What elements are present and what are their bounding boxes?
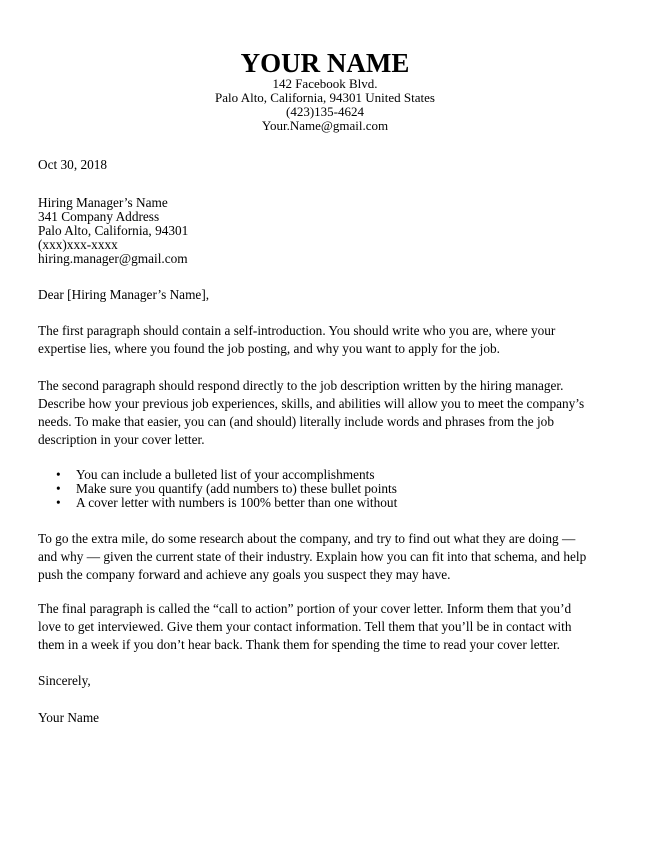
sender-contact	[0, 77, 650, 133]
signature: Your Name	[38, 710, 100, 725]
bullet-list	[56, 468, 397, 510]
text-line: expertise lies, where you found the job posting, and why you want to apply for the job.	[38, 341, 500, 356]
bullet-text: A cover letter with numbers is 100% better than one without	[76, 495, 398, 510]
text-line: The second paragraph should respond directly to the job description written by the hiring manager.	[38, 378, 564, 393]
recipient-address: 341 Company Address	[38, 209, 160, 224]
recipient-email: hiring.manager@gmail.com	[38, 251, 188, 266]
recipient-name: Hiring Manager’s Name	[38, 195, 168, 210]
text-line: them in a week if you don’t hear back. Thank them for spending the time to read your cover letter.	[38, 637, 560, 652]
sender-address: 142 Facebook Blvd.	[272, 76, 378, 91]
letter-date: Oct 30, 2018	[38, 157, 108, 172]
text-line: To go the extra mile, do some research about the company, and try to find out what they are doing —	[38, 531, 576, 546]
text-line: The final paragraph is called the “call to action” portion of your cover letter. Inform them that you’d	[38, 601, 572, 616]
paragraph-2	[38, 377, 584, 449]
paragraph-1	[38, 322, 555, 358]
text-line: description in your cover letter.	[38, 432, 205, 447]
bullet-text: Make sure you quantify (add numbers to) these bullet points	[76, 481, 397, 496]
paragraph-4	[38, 600, 572, 654]
bullet-icon: •	[56, 481, 61, 496]
recipient-phone: (xxx)xxx-xxxx	[38, 237, 118, 252]
bullet-text: You can include a bulleted list of your accomplishments	[76, 467, 375, 482]
bullet-icon: •	[56, 467, 61, 482]
text-line: love to get interviewed. Give them your contact information. Tell them that you’ll be in contact with	[38, 619, 572, 634]
sender-name: YOUR NAME	[240, 48, 410, 78]
closing: Sincerely,	[38, 673, 91, 688]
text-line: and why — given the current state of their industry. Explain how you can fit into that schema, and help	[38, 549, 587, 564]
bullet-icon: •	[56, 495, 61, 510]
salutation: Dear [Hiring Manager’s Name],	[38, 287, 210, 302]
text-line: needs. To make that easier, you can (and should) literally include words and phrases from the job	[38, 414, 554, 429]
recipient-city: Palo Alto, California, 94301	[38, 223, 189, 238]
text-line: push the company forward and achieve any goals you suspect they may have.	[38, 567, 451, 582]
recipient-block	[38, 196, 188, 266]
list-item	[56, 468, 397, 482]
text-line: The first paragraph should contain a self-introduction. You should write who you are, where your	[38, 323, 556, 338]
text-line: Describe how your previous job experiences, skills, and abilities will allow you to meet the company’s	[38, 396, 585, 411]
paragraph-3	[38, 530, 586, 584]
list-item	[56, 482, 397, 496]
sender-city: Palo Alto, California, 94301 United States	[215, 90, 435, 105]
sender-email: Your.Name@gmail.com	[261, 118, 389, 133]
sender-phone: (423)135-4624	[286, 104, 364, 119]
list-item	[56, 496, 397, 510]
